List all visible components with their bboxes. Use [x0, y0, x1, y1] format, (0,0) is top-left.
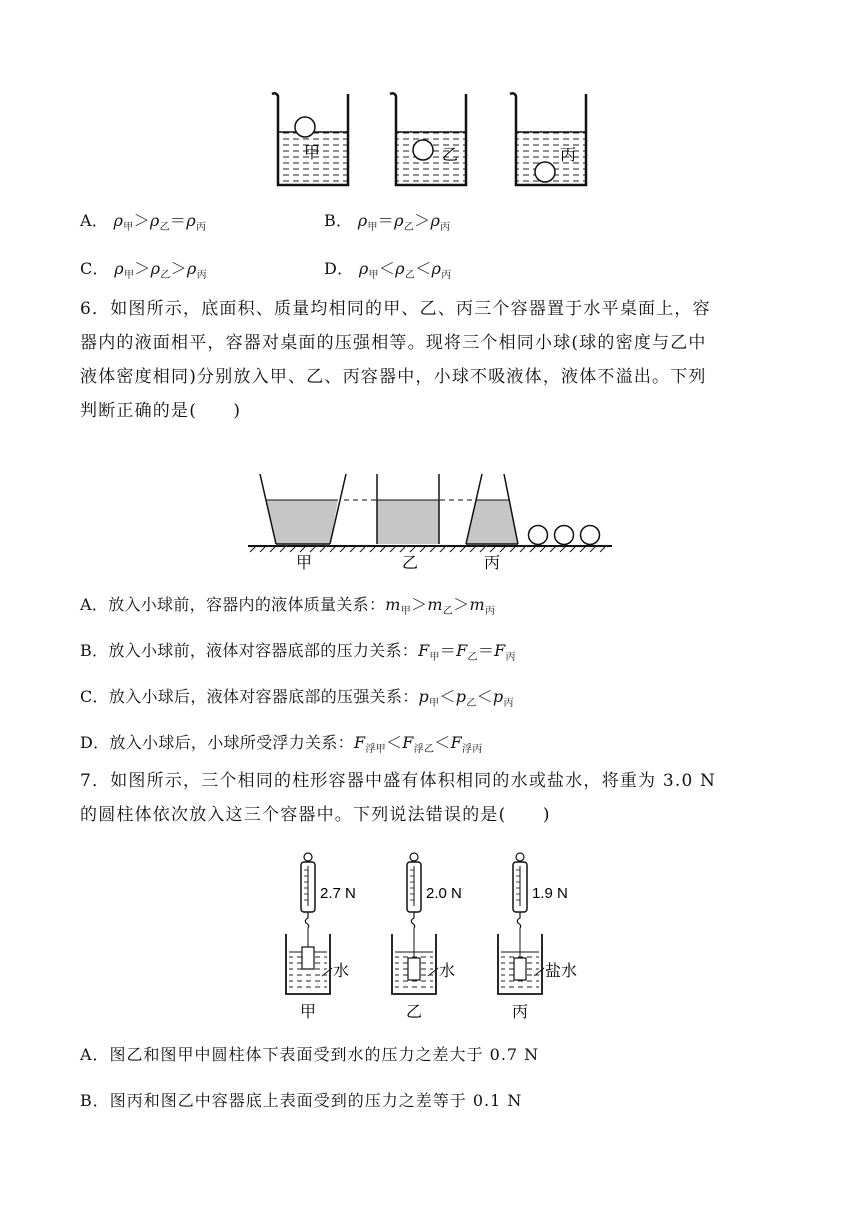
liquid-label-jia: 水	[333, 961, 350, 980]
containers-figure	[246, 472, 616, 572]
liquid-label-bing: 盐水	[545, 961, 578, 980]
q5-option-a: A． $\rho_甲>\rho_乙=\rho_丙$	[80, 211, 207, 234]
container-label-bing: 丙	[484, 553, 501, 572]
liquid-label-yi: 水	[439, 961, 456, 980]
q6-option-d: D．放入小球后，小球所受浮力关系：$F_{浮甲}<F_{浮乙}<F_{浮丙}$	[80, 733, 483, 756]
setup-jia	[286, 853, 332, 994]
ball-2	[555, 526, 574, 545]
beaker-jia	[272, 93, 348, 185]
q7-option-b: B．图丙和图乙中容器底上表面受到的压力之差等于 0.1 N	[80, 1091, 523, 1110]
reading-jia: 2.7 N	[320, 885, 356, 902]
beaker-yi	[390, 93, 466, 185]
q5-option-b: B． $\rho_甲=\rho_乙>\rho_丙$	[324, 211, 451, 234]
setup-yi	[392, 853, 438, 994]
setup-label-yi: 乙	[406, 1002, 423, 1021]
q6-stem: 6．如图所示，底面积、质量均相同的甲、乙、丙三个容器置于水平桌面上，容 器内的液面相平，容器对桌面的压强相等。现将三个相同小球(球的密度与乙中 液体密度相同)分别放入甲、乙、丙容器中，小球不吸液体，液体不溢出。下列 判断正确的是( )	[80, 299, 711, 421]
q6-option-c: C．放入小球后，液体对容器底部的压强关系：$p_甲<p_乙<p_丙$	[80, 687, 514, 710]
reading-bing: 1.9 N	[532, 885, 568, 902]
container-yi	[377, 474, 439, 544]
beaker-label-bing: 丙	[560, 145, 577, 164]
q6-option-b: B．放入小球前，液体对容器底部的压力关系：$F_甲=F_乙=F_丙$	[80, 641, 516, 664]
container-jia	[260, 474, 346, 544]
q7-option-a: A．图乙和图甲中圆柱体下表面受到水的压力之差大于 0.7 N	[80, 1045, 540, 1064]
q7-stem: 7．如图所示，三个相同的柱形容器中盛有体积相同的水或盐水，将重为 3.0 N 的圆柱体依次放入这三个容器中。下列说法错误的是( )	[80, 771, 717, 825]
ball-3	[581, 526, 600, 545]
ball-1	[529, 526, 548, 545]
setup-label-jia: 甲	[300, 1002, 317, 1021]
container-bing	[466, 474, 518, 544]
container-label-yi: 乙	[402, 553, 419, 572]
beaker-label-jia: 甲	[304, 143, 321, 162]
setup-label-bing: 丙	[512, 1002, 529, 1021]
spring-scales-figure	[278, 852, 598, 1032]
setup-bing	[498, 853, 544, 994]
q6-option-a: A．放入小球前，容器内的液体质量关系：$m_甲>m_乙>m_丙$	[80, 595, 496, 618]
reading-yi: 2.0 N	[426, 885, 462, 902]
container-label-jia: 甲	[296, 553, 313, 572]
beaker-bing	[510, 93, 586, 185]
q5-option-c: C． $\rho_甲>\rho_乙>\rho_丙$	[80, 259, 207, 282]
q5-option-d: D． $\rho_甲<\rho_乙<\rho_丙$	[324, 259, 452, 282]
beakers-figure	[262, 82, 602, 192]
beaker-label-yi: 乙	[442, 145, 459, 164]
